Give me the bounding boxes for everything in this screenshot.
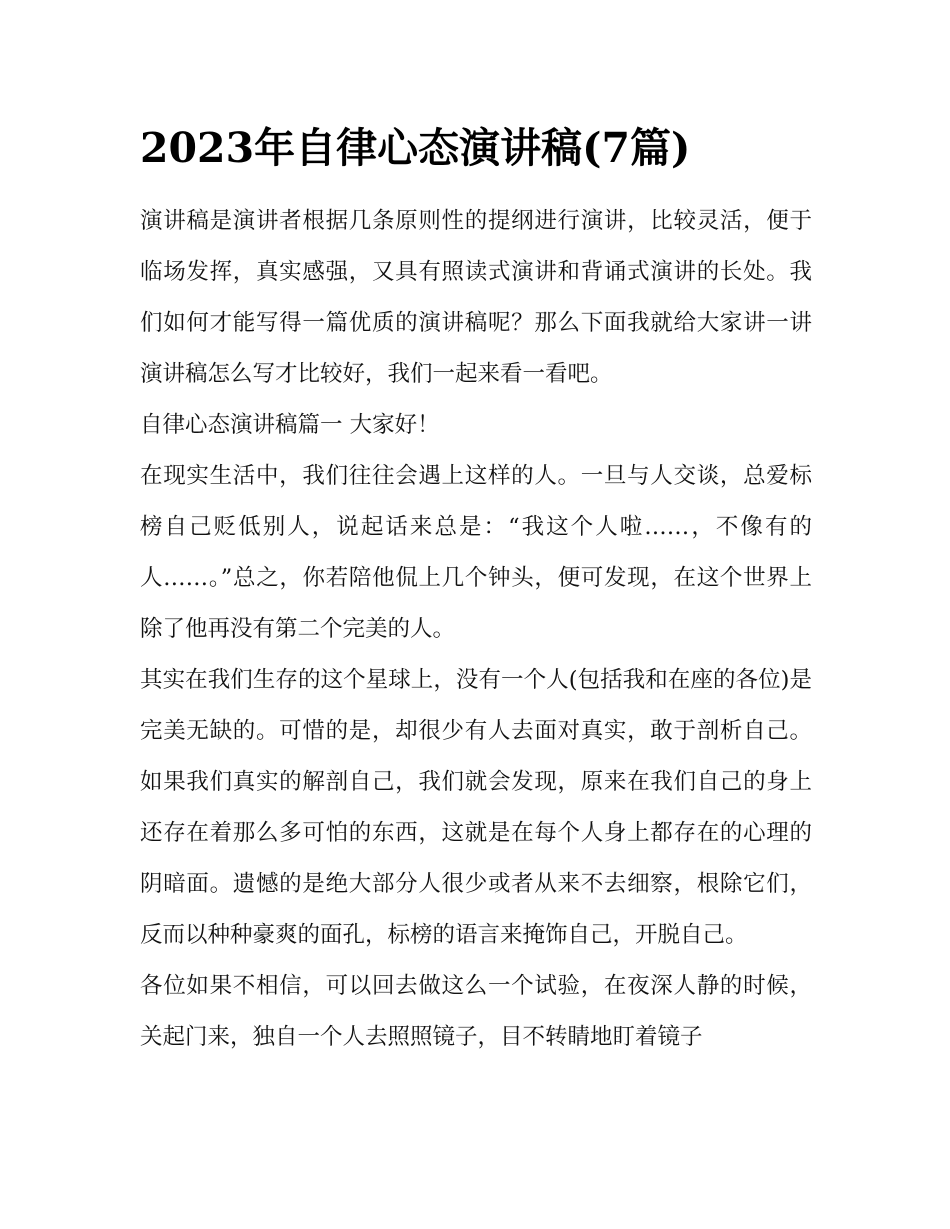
document-body (140, 196, 812, 1063)
paragraph-reality: 在现实生活中，我们往往会遇上这样的人。一旦与人交谈，总爱标榜自己贬低别人，说起话来总是：“我这个人啦……，不像有的人……。”总之，你若陪他侃上几个钟头，便可发现，在这个世界上除了他再没有第二个完美的人。 (140, 463, 812, 642)
document-title: 2023年自律心态演讲稿(7篇) (140, 124, 691, 172)
paragraph-self-analysis: 其实在我们生存的这个星球上，没有一个人(包括我和在座的各位)是完美无缺的。可惜的是，却很少有人去面对真实，敢于剖析自己。如果我们真实的解剖自己，我们就会发现，原来在我们自己的身上还存在着那么多可怕的东西，这就是在每个人身上都存在的心理的阴暗面。遗憾的是绝大部分人很少或者从来不去细察，根除它们，反而以种种豪爽的面孔，标榜的语言来掩饰自己，开脱自己。 (140, 667, 812, 948)
paragraph-heading-greeting: 自律心态演讲稿篇一 大家好！ (140, 412, 440, 438)
paragraph-intro: 演讲稿是演讲者根据几条原则性的提纲进行演讲，比较灵活，便于临场发挥，真实感强，又具有照读式演讲和背诵式演讲的长处。我们如何才能写得一篇优质的演讲稿呢？那么下面我就给大家讲一讲演讲稿怎么写才比较好，我们一起来看一看吧。 (140, 208, 812, 387)
paragraph-mirror-test: 各位如果不相信，可以回去做这么一个试验，在夜深人静的时候，关起门来，独自一个人去照照镜子，目不转睛地盯着镜子 (140, 973, 812, 1050)
